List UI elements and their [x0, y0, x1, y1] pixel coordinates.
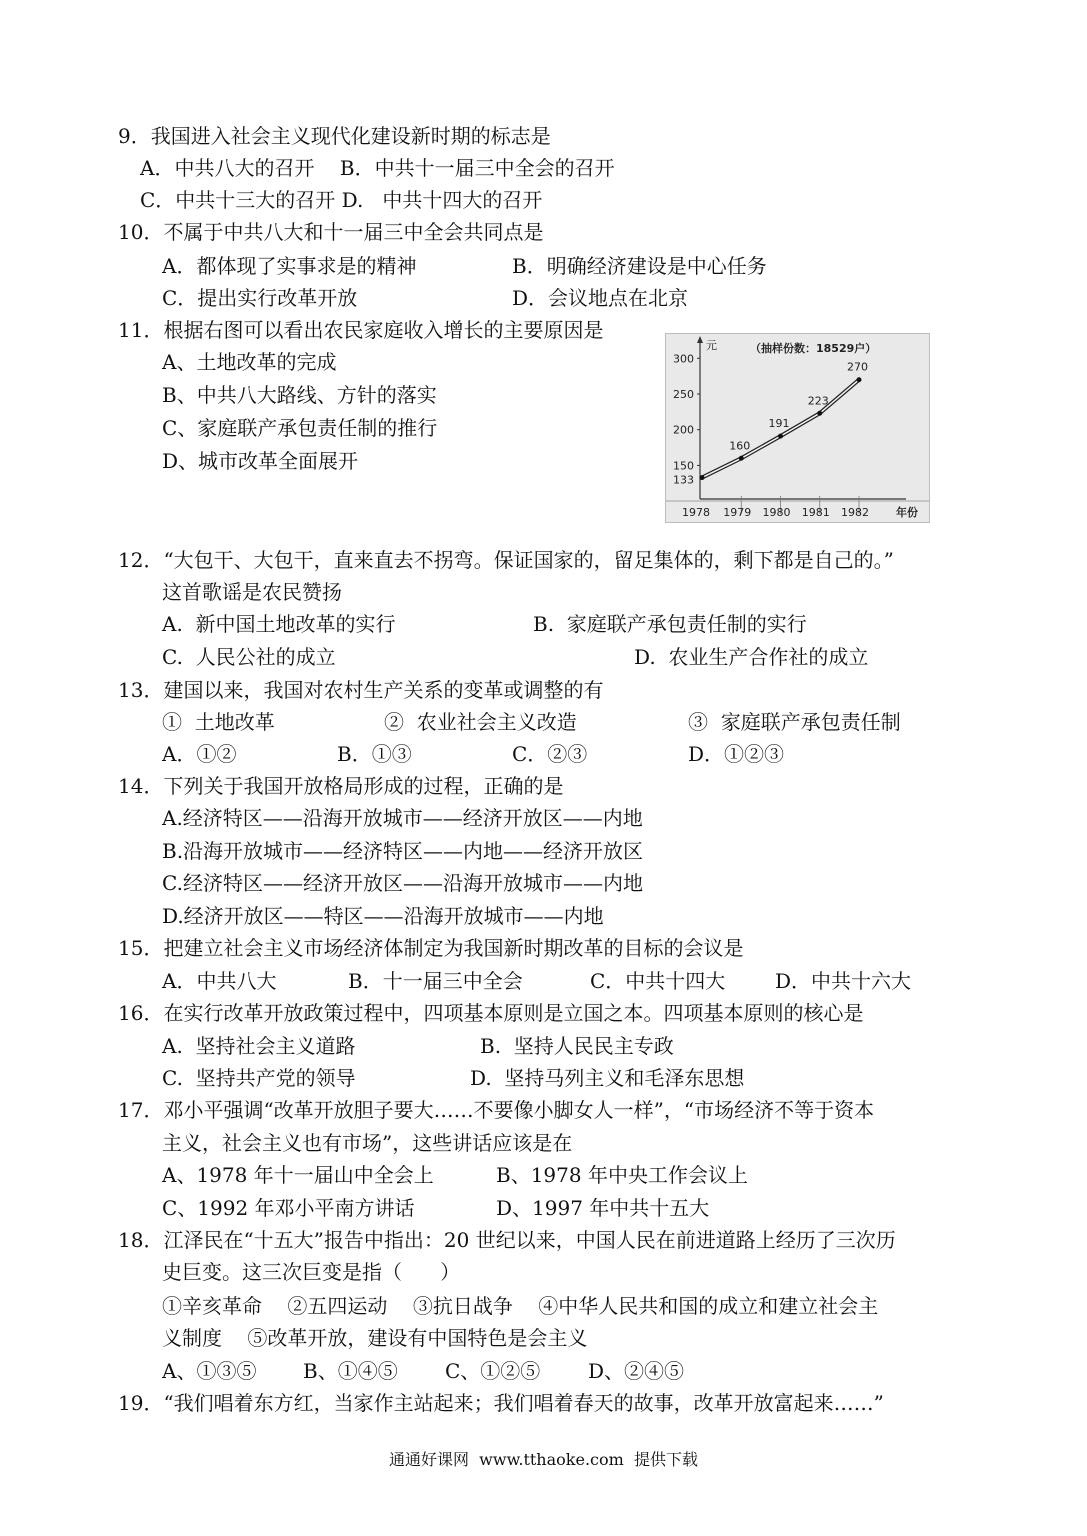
- q17-option-b: B、1978 年中央工作会议上: [496, 1163, 748, 1187]
- q18-stem-line2: 史巨变。这三次巨变是指（ ）: [162, 1260, 461, 1284]
- q10-option-d: D．会议地点在北京: [512, 286, 689, 310]
- q17-stem-line1: 17．邓小平强调“改革开放胆子要大……不要像小脚女人一样”，“市场经济不等于资本: [118, 1098, 875, 1122]
- x-tick-label-1982: 1982: [841, 506, 869, 519]
- x-tick-label-1978: 1978: [682, 506, 710, 519]
- y-axis-label: 元: [706, 339, 717, 352]
- y-tick-label-200: 200: [673, 423, 694, 437]
- q13-item-3: ③ 家庭联产承包责任制: [688, 710, 901, 734]
- q12-option-c: C. 人民公社的成立: [162, 645, 336, 669]
- q18-option-d: D、②④⑤: [588, 1359, 685, 1383]
- q12-option-d: D. 农业生产合作社的成立: [634, 645, 869, 669]
- q13-option-c: C．②③: [512, 742, 588, 766]
- x-tick-label-1981: 1981: [801, 506, 830, 519]
- q9-stem: 9．我国进入社会主义现代化建设新时期的标志是: [118, 124, 551, 148]
- q10-option-b: B．明确经济建设是中心任务: [512, 254, 767, 278]
- q16-option-b: B. 坚持人民民主专政: [480, 1034, 674, 1058]
- y-axis-arrow: [697, 336, 703, 343]
- data-label-1982: 270: [847, 360, 868, 374]
- q18-stem-line1: 18．江泽民在“十五大”报告中指出：20 世纪以来，中国人民在前进道路上经历了三次历: [118, 1228, 896, 1252]
- q12-stem-line2: 这首歌谣是农民赞扬: [162, 580, 342, 604]
- q12-stem-line1: 12．“大包干、大包干，直来直去不拐弯。保证国家的，留足集体的，剩下都是自己的。”: [118, 548, 894, 572]
- income-line-chart: [665, 333, 930, 523]
- q10-stem: 10．不属于中共八大和十一届三中全会共同点是: [118, 220, 544, 244]
- q14-option-a: A.经济特区——沿海开放城市——经济开放区——内地: [162, 806, 643, 830]
- q13-option-b: B．①③: [337, 742, 412, 766]
- q13-option-d: D．①②③: [688, 742, 785, 766]
- q18-option-b: B、①④⑤: [303, 1359, 398, 1383]
- q12-option-b: B. 家庭联产承包责任制的实行: [533, 612, 807, 636]
- page-footer: 通通好课网 www.tthaoke.com 提供下载: [389, 1450, 698, 1469]
- q16-option-c: C. 坚持共产党的领导: [162, 1066, 356, 1090]
- q15-stem: 15．把建立社会主义市场经济体制定为我国新时期改革的目标的会议是: [118, 936, 744, 960]
- q15-option-a: A．中共八大: [162, 969, 277, 993]
- data-point-1982: [857, 377, 862, 382]
- chart-title: （抽样份数：18529户）: [750, 342, 877, 355]
- q15-option-b: B．十一届三中全会: [348, 969, 523, 993]
- q11-option-b: B、中共八大路线、方针的落实: [162, 383, 437, 407]
- q16-option-d: D. 坚持马列主义和毛泽东思想: [470, 1066, 745, 1090]
- q16-option-a: A. 坚持社会主义道路: [162, 1034, 356, 1058]
- q12-option-a: A. 新中国土地改革的实行: [162, 612, 396, 636]
- y-tick-label-250: 250: [673, 388, 694, 401]
- data-label-1980: 191: [768, 417, 790, 431]
- q11-option-a: A、土地改革的完成: [162, 350, 337, 374]
- q10-option-a: A．都体现了实事求是的精神: [162, 254, 417, 278]
- q9-options-cd: C．中共十三大的召开 D. 中共十四大的召开: [140, 188, 543, 212]
- q14-option-c: C.经济特区——经济开放区——沿海开放城市——内地: [162, 871, 643, 895]
- q13-option-a: A．①②: [162, 742, 237, 766]
- x-tick-label-1980: 1980: [762, 506, 791, 519]
- q17-option-d: D、1997 年中共十五大: [496, 1196, 710, 1220]
- q18-option-a: A、①③⑤: [162, 1359, 257, 1383]
- q16-stem: 16．在实行改革开放政策过程中，四项基本原则是立国之本。四项基本原则的核心是: [118, 1001, 864, 1025]
- x-axis-label: 年份: [896, 506, 918, 519]
- q17-option-a: A、1978 年十一届山中全会上: [162, 1163, 434, 1187]
- q13-item-1: ① 土地改革: [162, 710, 275, 734]
- q18-items-line1: ①辛亥革命 ②五四运动 ③抗日战争 ④中华人民共和国的成立和建立社会主: [162, 1294, 879, 1318]
- q17-stem-line2: 主义，社会主义也有市场”，这些讲话应该是在: [162, 1131, 573, 1155]
- q14-option-b: B.沿海开放城市——经济特区——内地——经济开放区: [162, 839, 644, 863]
- data-label-1981: 223: [807, 394, 829, 408]
- y-start-label: 133: [673, 473, 694, 487]
- q15-option-c: C．中共十四大: [590, 969, 726, 993]
- data-label-1979: 160: [729, 439, 751, 453]
- q19-stem: 19．“我们唱着东方红，当家作主站起来；我们唱着春天的故事，改革开放富起来……”: [118, 1391, 884, 1415]
- y-tick-label-150: 150: [673, 459, 694, 473]
- q11-option-c: C、家庭联产承包责任制的推行: [162, 416, 438, 440]
- q10-option-c: C．提出实行改革开放: [162, 286, 358, 310]
- q15-option-d: D．中共十六大: [775, 969, 912, 993]
- q17-option-c: C、1992 年邓小平南方讲话: [162, 1196, 415, 1220]
- y-tick-label-300: 300: [673, 352, 694, 366]
- data-point-1978: [700, 475, 705, 480]
- q13-stem: 13．建国以来，我国对农村生产关系的变革或调整的有: [118, 678, 604, 702]
- x-tick-label-1979: 1979: [723, 506, 752, 519]
- q11-option-d: D、城市改革全面展开: [162, 449, 359, 473]
- data-point-1980: [778, 434, 783, 439]
- data-point-1981: [817, 411, 822, 416]
- q14-option-d: D.经济开放区——特区——沿海开放城市——内地: [162, 904, 604, 928]
- q18-option-c: C、①②⑤: [445, 1359, 541, 1383]
- q14-stem: 14．下列关于我国开放格局形成的过程，正确的是: [118, 774, 564, 798]
- q13-item-2: ② 农业社会主义改造: [384, 710, 577, 734]
- q18-items-line2: 义制度 ⑤改革开放，建设有中国特色是会主义: [162, 1326, 588, 1350]
- q11-stem: 11．根据右图可以看出农民家庭收入增长的主要原因是: [118, 318, 604, 342]
- data-point-1979: [739, 456, 744, 461]
- q9-options-ab: A．中共八大的召开 B．中共十一届三中全会的召开: [140, 156, 615, 180]
